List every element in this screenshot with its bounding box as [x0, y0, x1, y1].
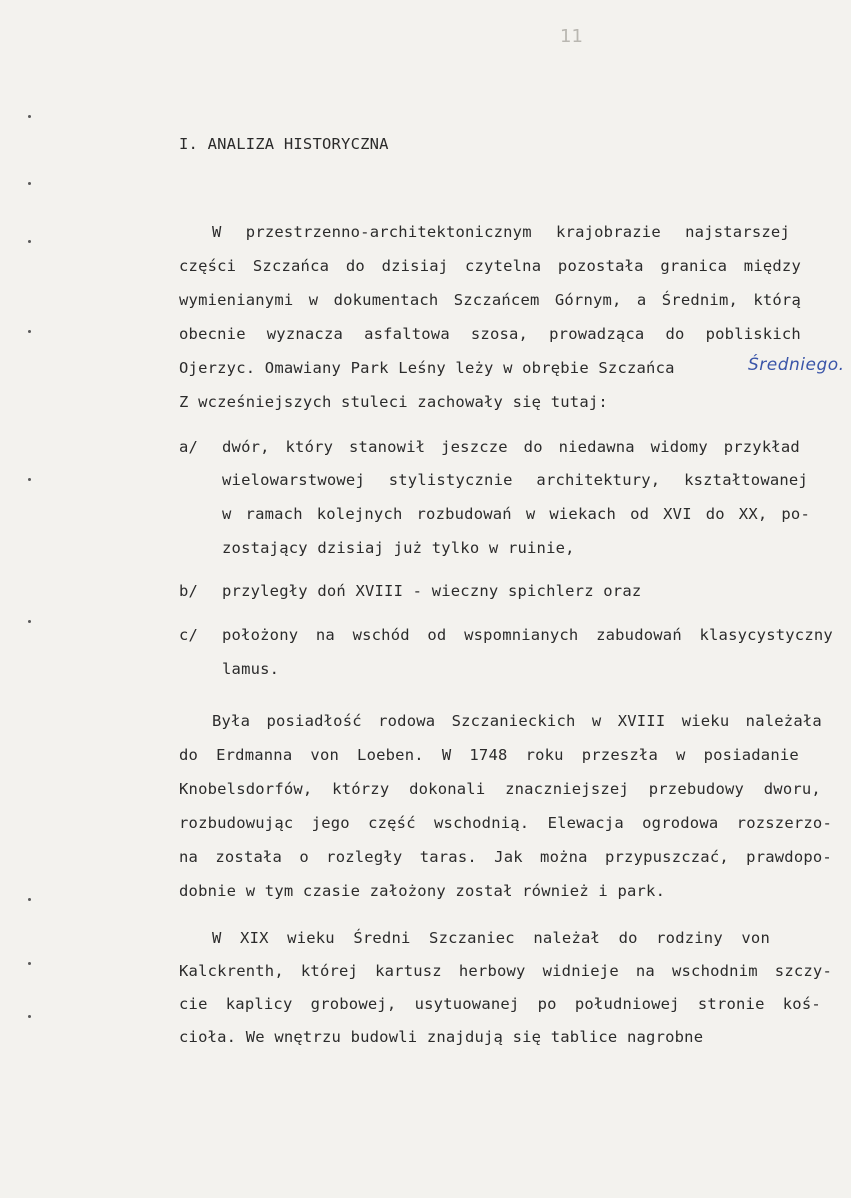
list-item-line: przyległy doń XVIII - wieczny spichlerz oraz — [222, 582, 642, 600]
list-marker: a/ — [179, 438, 199, 456]
margin-mark — [28, 240, 31, 243]
section-heading: I. ANALIZA HISTORYCZNA — [179, 135, 389, 153]
text-line: W XIX wieku Średni Szczaniec należał do rodziny von — [212, 929, 770, 947]
page-number-mark: 11 — [560, 26, 583, 47]
text-line: na została o rozległy taras. Jak można przypuszczać, prawdopo- — [179, 848, 832, 866]
text-line: Knobelsdorfów, którzy dokonali znaczniejszej przebudowy dworu, — [179, 780, 821, 798]
margin-mark — [28, 182, 31, 185]
list-item-line: wielowarstwowej stylistycznie architektury, kształtowanej — [222, 471, 808, 489]
margin-mark — [28, 898, 31, 901]
list-item-line: lamus. — [222, 660, 280, 678]
list-item-line: dwór, który stanowił jeszcze do niedawna widomy przykład — [222, 438, 800, 456]
text-line: obecnie wyznacza asfaltowa szosa, prowadząca do pobliskich — [179, 325, 801, 343]
text-line: części Szczańca do dzisiaj czytelna pozostała granica między — [179, 257, 801, 275]
text-line: dobnie w tym czasie założony został również i park. — [179, 882, 666, 900]
margin-mark — [28, 962, 31, 965]
text-line: do Erdmanna von Loeben. W 1748 roku przeszła w posiadanie — [179, 746, 799, 764]
margin-mark — [28, 620, 31, 623]
text-line: wymienianymi w dokumentach Szczańcem Górnym, a Średnim, którą — [179, 291, 801, 309]
text-line: Kalckrenth, której kartusz herbowy widnieje na wschodnim szczy- — [179, 962, 832, 980]
margin-mark — [28, 1015, 31, 1018]
margin-mark — [28, 330, 31, 333]
list-item-line: zostający dzisiaj już tylko w ruinie, — [222, 539, 575, 557]
margin-mark — [28, 478, 31, 481]
list-marker: c/ — [179, 626, 199, 644]
text-line: cioła. We wnętrzu budowli znajdują się tablice nagrobne — [179, 1028, 704, 1046]
text-line: W przestrzenno-architektonicznym krajobrazie najstarszej — [212, 223, 790, 241]
list-marker: b/ — [179, 582, 199, 600]
list-item-line: położony na wschód od wspomnianych zabudowań klasycystyczny — [222, 626, 833, 644]
list-item-line: w ramach kolejnych rozbudowań w wiekach od XVI do XX, po- — [222, 505, 810, 523]
margin-mark — [28, 115, 31, 118]
text-line: Była posiadłość rodowa Szczanieckich w XVIII wieku należała — [212, 712, 822, 730]
handwritten-insert: Średniego. — [748, 355, 845, 375]
text-line: cie kaplicy grobowej, usytuowanej po południowej stronie koś- — [179, 995, 821, 1013]
text-line: Ojerzyc. Omawiany Park Leśny leży w obrębie Szczańca — [179, 359, 675, 377]
text-line: rozbudowując jego część wschodnią. Elewacja ogrodowa rozszerzo- — [179, 814, 832, 832]
text-line: Z wcześniejszych stuleci zachowały się tutaj: — [179, 393, 608, 411]
